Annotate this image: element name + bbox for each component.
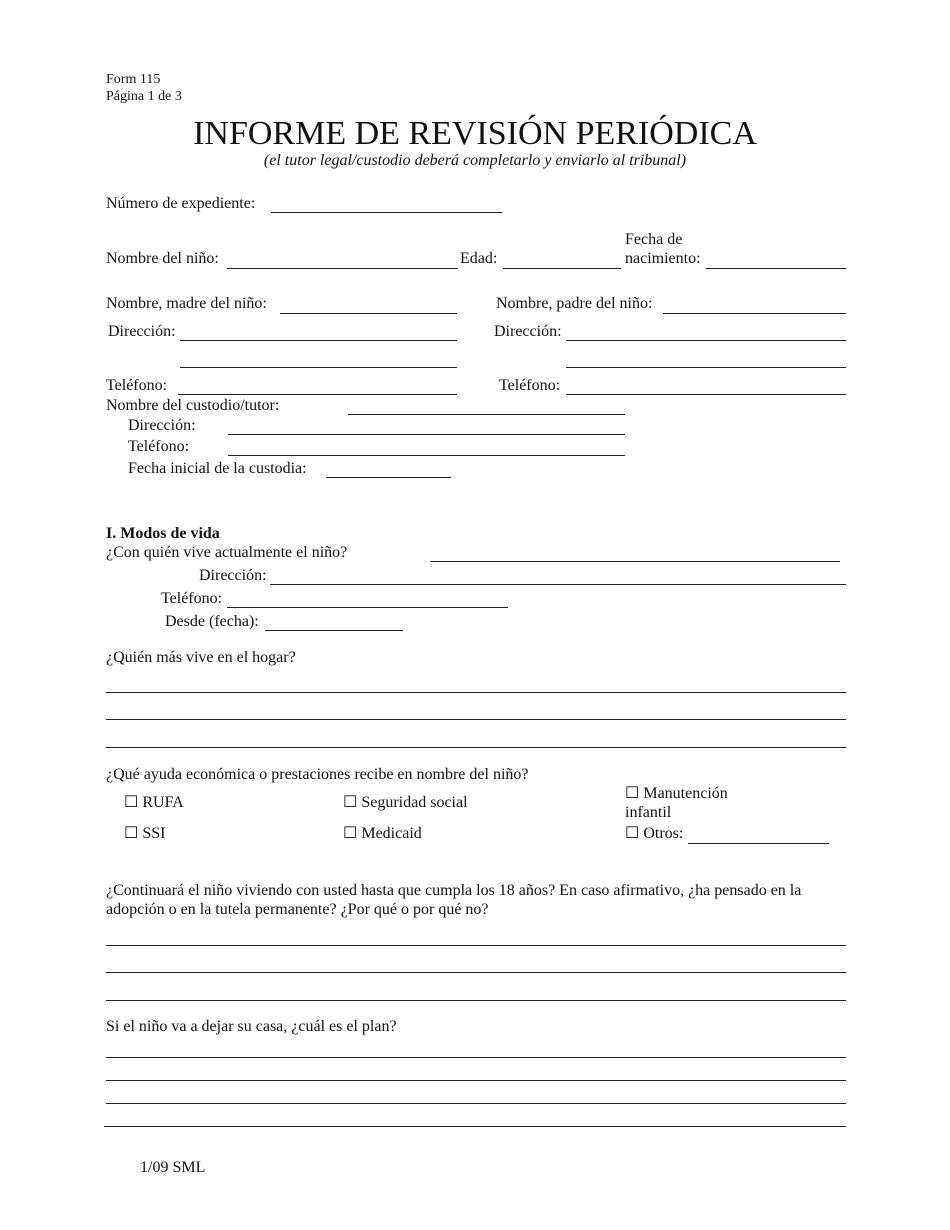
checkbox-icon[interactable]: ☐	[343, 794, 358, 811]
custodian-name-label: Nombre del custodio/tutor:	[106, 397, 280, 414]
child-name-field[interactable]	[227, 268, 458, 269]
father-phone-field[interactable]	[566, 394, 846, 395]
household-line-3[interactable]	[106, 747, 846, 748]
custody-start-field[interactable]	[326, 477, 451, 478]
custodian-address-label: Dirección:	[128, 417, 196, 434]
birth-date-label-line1: Fecha de	[625, 231, 683, 248]
option-label: SSI	[142, 825, 166, 842]
until-18-line-3[interactable]	[106, 1000, 846, 1001]
mother-name-field[interactable]	[280, 313, 457, 314]
age-label: Edad:	[460, 250, 498, 267]
option-child-support-line2: infantil	[625, 804, 672, 821]
option-child-support[interactable]	[625, 785, 728, 803]
mother-phone-field[interactable]	[178, 394, 457, 395]
section-heading: I. Modos de vida	[106, 525, 220, 542]
case-number-field[interactable]	[271, 212, 502, 213]
option-medicaid[interactable]	[343, 825, 422, 843]
birth-date-field[interactable]	[706, 268, 846, 269]
living-phone-label: Teléfono:	[161, 590, 223, 607]
form-number: Form 115	[106, 72, 161, 87]
household-line-2[interactable]	[106, 719, 846, 720]
mother-address-label: Dirección:	[108, 323, 176, 340]
household-line-1[interactable]	[106, 692, 846, 693]
option-label: Seguridad social	[361, 794, 468, 811]
mother-name-label: Nombre, madre del niño:	[106, 295, 267, 312]
custodian-address-field[interactable]	[228, 434, 625, 435]
mother-address-field-2[interactable]	[180, 367, 457, 368]
option-rufa[interactable]	[124, 794, 184, 812]
until-18-line-2[interactable]	[106, 972, 846, 973]
checkbox-icon[interactable]: ☐	[124, 794, 139, 811]
household-question: ¿Quién más vive en el hogar?	[106, 649, 296, 666]
living-address-field[interactable]	[270, 584, 846, 585]
custodian-name-field[interactable]	[348, 414, 625, 415]
father-address-field-2[interactable]	[566, 367, 846, 368]
option-label: Manutención	[643, 785, 728, 802]
others-field[interactable]	[688, 843, 829, 844]
mother-phone-label: Teléfono:	[106, 377, 168, 394]
father-name-label: Nombre, padre del niño:	[496, 295, 653, 312]
footer-revision: 1/09 SML	[140, 1159, 206, 1176]
lives-with-label: ¿Con quién vive actualmente el niño?	[106, 544, 348, 561]
leave-plan-line-3[interactable]	[106, 1103, 846, 1104]
page-indicator: Página 1 de 3	[106, 89, 182, 104]
living-phone-field[interactable]	[227, 607, 508, 608]
checkbox-icon[interactable]: ☐	[625, 825, 640, 842]
leave-plan-question: Si el niño va a dejar su casa, ¿cuál es el plan?	[106, 1018, 397, 1035]
lives-with-field[interactable]	[430, 561, 840, 562]
option-label: Otros:	[643, 825, 684, 842]
birth-date-label-line2: nacimiento:	[625, 250, 701, 267]
living-address-label: Dirección:	[199, 567, 267, 584]
father-address-field[interactable]	[566, 340, 846, 341]
option-ssi[interactable]	[124, 825, 165, 843]
leave-plan-line-2[interactable]	[106, 1080, 846, 1081]
option-label: Medicaid	[361, 825, 422, 842]
since-date-label: Desde (fecha):	[165, 613, 259, 630]
leave-plan-line-4[interactable]	[104, 1126, 846, 1127]
checkbox-icon[interactable]: ☐	[625, 785, 640, 802]
mother-address-field[interactable]	[180, 340, 457, 341]
page-subtitle: (el tutor legal/custodio deberá completarlo y enviarlo al tribunal)	[263, 152, 687, 169]
case-number-label: Número de expediente:	[106, 195, 256, 212]
since-date-field[interactable]	[265, 630, 403, 631]
father-address-label: Dirección:	[494, 323, 562, 340]
option-social-security[interactable]	[343, 794, 468, 812]
checkbox-icon[interactable]: ☐	[124, 825, 139, 842]
custodian-phone-label: Teléfono:	[128, 438, 190, 455]
custodian-phone-field[interactable]	[228, 455, 625, 456]
checkbox-icon[interactable]: ☐	[343, 825, 358, 842]
father-phone-label: Teléfono:	[499, 377, 561, 394]
until-18-question: ¿Continuará el niño viviendo con usted hasta que cumpla los 18 años? En caso afirmativo, ¿ha pensado en la adopción o en la tutela permanente? ¿Por qué o por qué no?	[106, 882, 802, 918]
child-name-label: Nombre del niño:	[106, 250, 219, 267]
leave-plan-line-1[interactable]	[106, 1057, 846, 1058]
until-18-line-1[interactable]	[106, 945, 846, 946]
father-name-field[interactable]	[663, 313, 846, 314]
option-others[interactable]	[625, 825, 683, 843]
custody-start-label: Fecha inicial de la custodia:	[128, 460, 307, 477]
option-label: RUFA	[142, 794, 184, 811]
aid-question: ¿Qué ayuda económica o prestaciones recibe en nombre del niño?	[106, 766, 529, 783]
page-title: INFORME DE REVISIÓN PERIÓDICA	[193, 115, 757, 152]
age-field[interactable]	[503, 268, 621, 269]
